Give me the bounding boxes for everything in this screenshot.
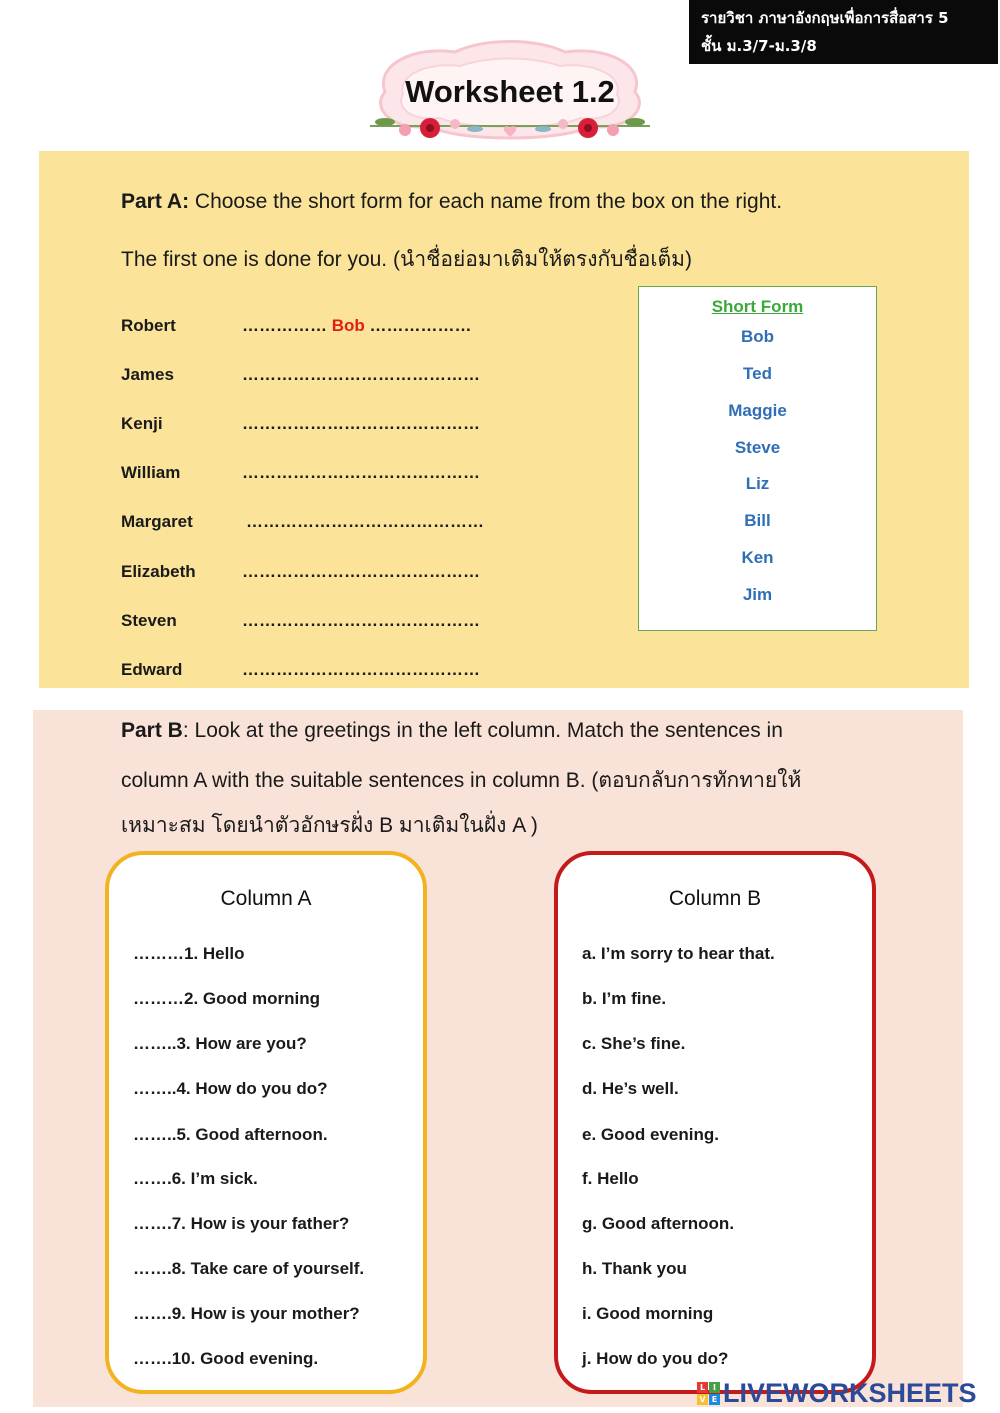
part-b-label: Part B (121, 719, 183, 742)
column-a-title: Column A (220, 887, 312, 910)
part-b-instruction-line1 (121, 719, 783, 743)
full-name: James (121, 365, 174, 384)
column-b-item: h. Thank you (582, 1259, 687, 1278)
column-b-item: f. Hello (582, 1169, 639, 1188)
part-b-instruction-line3: เหมาะสม โดยนำตัวอักษรฝั่ง B มาเติมในฝั่ง A ) (121, 814, 538, 837)
short-form-item: Liz (745, 474, 770, 493)
short-form-item: Jim (742, 585, 773, 604)
column-b-item: d. He’s well. (582, 1079, 679, 1098)
column-b-item: e. Good evening. (582, 1125, 719, 1144)
answer-blank[interactable]: …………………………………… (242, 463, 480, 482)
column-a-item[interactable]: ……..5. Good afternoon. (133, 1125, 328, 1144)
dots-after: ……………… (364, 316, 472, 335)
column-a-item[interactable]: …….7. How is your father? (133, 1214, 350, 1233)
column-a-item[interactable]: ………1. Hello (133, 944, 245, 963)
dots-before: …………… (242, 316, 332, 335)
short-form-item: Maggie (728, 401, 787, 420)
column-b-item: i. Good morning (582, 1304, 714, 1323)
column-b-item: j. How do you do? (582, 1349, 729, 1368)
column-b-item: b. I’m fine. (582, 989, 667, 1008)
answer-blank[interactable]: …………………………………… (242, 611, 480, 630)
column-a-item[interactable]: ……..3. How are you? (133, 1034, 307, 1053)
column-b-box (554, 851, 876, 1394)
course-header-line2: ชั้น ม.3/7-ม.3/8 (701, 37, 817, 55)
full-name: Kenji (121, 414, 163, 433)
column-a-box (105, 851, 427, 1394)
example-answer: Bob (331, 316, 365, 335)
column-a-item[interactable]: ………2. Good morning (133, 989, 320, 1008)
full-name: William (121, 463, 181, 482)
column-a-item[interactable]: …….8. Take care of yourself. (133, 1259, 365, 1278)
logo-letter-l: L (697, 1382, 708, 1393)
part-b-instruction-text: : Look at the greetings in the left column. Match the sentences in (182, 719, 783, 742)
liveworksheets-logo-icon (697, 1382, 720, 1405)
answer-blank[interactable]: …………………………………… (242, 365, 480, 384)
short-form-item: Ted (743, 364, 772, 383)
column-b-title: Column B (668, 887, 762, 910)
full-name: Robert (121, 316, 176, 335)
part-a-instruction-text: Choose the short form for each name from the box on the right. (189, 190, 783, 213)
answer-blank[interactable]: …………………………………… (242, 660, 480, 679)
course-header (689, 0, 998, 64)
full-name: Elizabeth (121, 562, 196, 581)
short-form-title: Short Form (711, 297, 804, 316)
full-name: Edward (121, 660, 183, 679)
short-form-item: Bill (744, 511, 771, 530)
part-a-label: Part A: (121, 190, 190, 213)
course-header-line1: รายวิชา ภาษาอังกฤษเพื่อการสื่อสาร 5 (701, 9, 949, 27)
logo-letter-v: V (697, 1394, 708, 1405)
column-a-item[interactable]: …….9. How is your mother? (133, 1304, 360, 1323)
logo-letter-i: I (709, 1382, 720, 1393)
answer-blank[interactable]: …………………………………… (242, 562, 480, 581)
answer-blank[interactable]: …………………………………… (242, 414, 480, 433)
answer-blank-example[interactable] (242, 316, 472, 336)
logo-letter-e: E (709, 1394, 720, 1405)
part-a-instruction-line1 (121, 190, 782, 214)
column-b-item: c. She’s fine. (582, 1034, 686, 1053)
liveworksheets-logo-text: LIVEWORKSHEETS (723, 1377, 977, 1408)
column-a-item[interactable]: …….6. I’m sick. (133, 1169, 258, 1188)
liveworksheets-logo (697, 1376, 977, 1410)
part-b-instruction-line2: column A with the suitable sentences in column B. (ตอบกลับการทักทายให้ (121, 769, 802, 792)
column-a-item[interactable]: …….10. Good evening. (133, 1349, 319, 1368)
full-name: Margaret (121, 512, 193, 531)
column-a-item[interactable]: ……..4. How do you do? (133, 1079, 328, 1098)
short-form-item: Ken (741, 548, 774, 567)
short-form-item: Steve (734, 438, 781, 457)
short-form-box (638, 286, 877, 631)
part-a-instruction-line2: The first one is done for you. (นำชื่อย่อมาเติมให้ตรงกับชื่อเต็ม) (121, 248, 693, 271)
worksheet-title: Worksheet 1.2 (405, 74, 615, 109)
column-b-item: g. Good afternoon. (582, 1214, 735, 1233)
short-form-item: Bob (740, 327, 775, 346)
column-b-item: a. I’m sorry to hear that. (582, 944, 775, 963)
full-name: Steven (121, 611, 177, 630)
answer-blank[interactable]: …………………………………… (246, 512, 484, 531)
